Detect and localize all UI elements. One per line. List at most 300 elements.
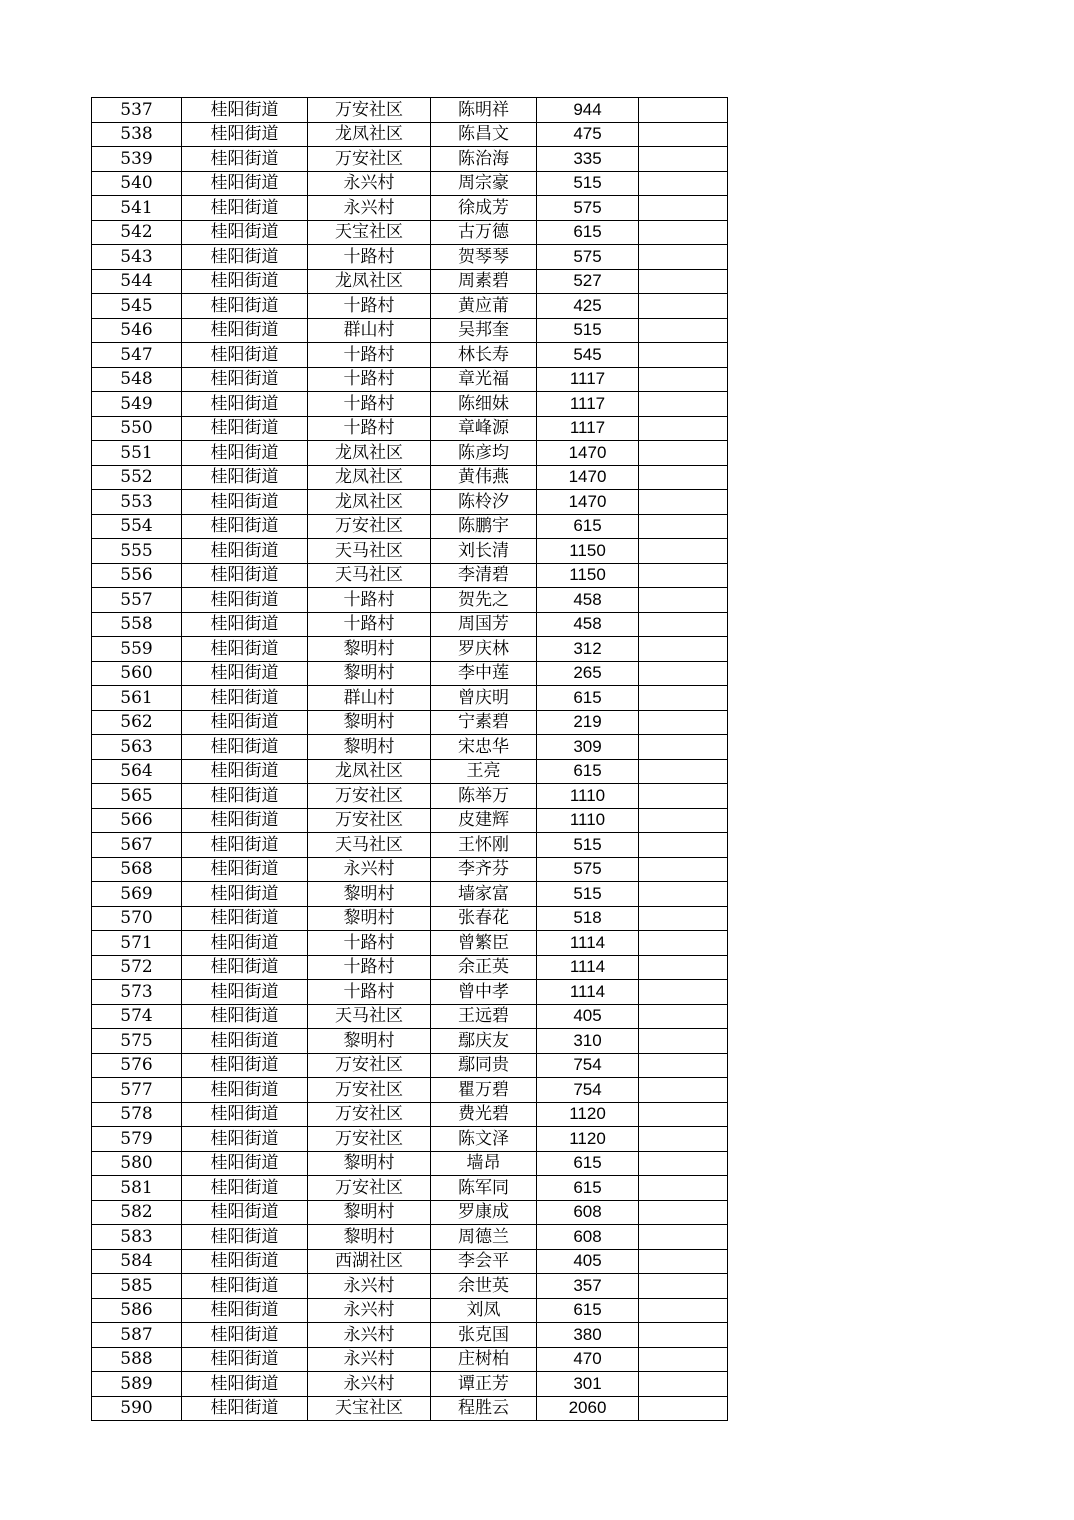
amount-cell: 527 <box>537 269 639 294</box>
amount-cell: 310 <box>537 1029 639 1054</box>
note-cell <box>639 220 728 245</box>
street-cell: 桂阳街道 <box>182 857 308 882</box>
table-row <box>92 1347 728 1372</box>
person-name-cell: 陈举万 <box>431 784 537 809</box>
person-name-cell: 周德兰 <box>431 1225 537 1250</box>
row-number-cell: 569 <box>92 882 182 907</box>
note-cell <box>639 1151 728 1176</box>
person-name-cell: 庄树柏 <box>431 1347 537 1372</box>
row-number-cell: 546 <box>92 318 182 343</box>
note-cell <box>639 122 728 147</box>
amount-cell: 309 <box>537 735 639 760</box>
note-cell <box>639 1396 728 1421</box>
person-name-cell: 周素碧 <box>431 269 537 294</box>
row-number-cell: 573 <box>92 980 182 1005</box>
community-cell: 万安社区 <box>308 98 431 123</box>
community-cell: 万安社区 <box>308 147 431 172</box>
note-cell <box>639 710 728 735</box>
community-cell: 万安社区 <box>308 1053 431 1078</box>
person-name-cell: 贺琴琴 <box>431 245 537 270</box>
street-cell: 桂阳街道 <box>182 808 308 833</box>
street-cell: 桂阳街道 <box>182 931 308 956</box>
community-cell: 天宝社区 <box>308 220 431 245</box>
row-number-cell: 582 <box>92 1200 182 1225</box>
amount-cell: 754 <box>537 1053 639 1078</box>
person-name-cell: 王怀刚 <box>431 833 537 858</box>
person-name-cell: 费光碧 <box>431 1102 537 1127</box>
amount-cell: 470 <box>537 1347 639 1372</box>
table-row <box>92 759 728 784</box>
table-row <box>92 980 728 1005</box>
note-cell <box>639 1029 728 1054</box>
community-cell: 黎明村 <box>308 1225 431 1250</box>
row-number-cell: 540 <box>92 171 182 196</box>
note-cell <box>639 637 728 662</box>
table-row <box>92 661 728 686</box>
note-cell <box>639 294 728 319</box>
note-cell <box>639 1078 728 1103</box>
amount-cell: 335 <box>537 147 639 172</box>
person-name-cell: 贺先之 <box>431 588 537 613</box>
community-cell: 黎明村 <box>308 906 431 931</box>
street-cell: 桂阳街道 <box>182 465 308 490</box>
table-row <box>92 269 728 294</box>
amount-cell: 518 <box>537 906 639 931</box>
amount-cell: 1470 <box>537 490 639 515</box>
person-name-cell: 林长寿 <box>431 343 537 368</box>
street-cell: 桂阳街道 <box>182 1102 308 1127</box>
table-row <box>92 98 728 123</box>
note-cell <box>639 857 728 882</box>
community-cell: 永兴村 <box>308 857 431 882</box>
person-name-cell: 黄应莆 <box>431 294 537 319</box>
person-name-cell: 宁素碧 <box>431 710 537 735</box>
note-cell <box>639 98 728 123</box>
community-cell: 永兴村 <box>308 171 431 196</box>
community-cell: 黎明村 <box>308 1151 431 1176</box>
person-name-cell: 张春花 <box>431 906 537 931</box>
row-number-cell: 586 <box>92 1298 182 1323</box>
row-number-cell: 577 <box>92 1078 182 1103</box>
table-row <box>92 367 728 392</box>
community-cell: 天宝社区 <box>308 1396 431 1421</box>
person-name-cell: 曾繁臣 <box>431 931 537 956</box>
row-number-cell: 539 <box>92 147 182 172</box>
street-cell: 桂阳街道 <box>182 686 308 711</box>
street-cell: 桂阳街道 <box>182 1347 308 1372</box>
table-row <box>92 1102 728 1127</box>
amount-cell: 219 <box>537 710 639 735</box>
street-cell: 桂阳街道 <box>182 710 308 735</box>
row-number-cell: 560 <box>92 661 182 686</box>
table-row <box>92 465 728 490</box>
amount-cell: 380 <box>537 1323 639 1348</box>
table-row <box>92 171 728 196</box>
amount-cell: 754 <box>537 1078 639 1103</box>
street-cell: 桂阳街道 <box>182 196 308 221</box>
person-name-cell: 周宗豪 <box>431 171 537 196</box>
person-name-cell: 皮建辉 <box>431 808 537 833</box>
row-number-cell: 588 <box>92 1347 182 1372</box>
table-row <box>92 441 728 466</box>
community-cell: 十路村 <box>308 367 431 392</box>
street-cell: 桂阳街道 <box>182 1200 308 1225</box>
amount-cell: 1150 <box>537 539 639 564</box>
row-number-cell: 565 <box>92 784 182 809</box>
note-cell <box>639 147 728 172</box>
amount-cell: 608 <box>537 1200 639 1225</box>
row-number-cell: 551 <box>92 441 182 466</box>
community-cell: 黎明村 <box>308 735 431 760</box>
street-cell: 桂阳街道 <box>182 1372 308 1397</box>
note-cell <box>639 1200 728 1225</box>
street-cell: 桂阳街道 <box>182 1274 308 1299</box>
person-name-cell: 李中莲 <box>431 661 537 686</box>
street-cell: 桂阳街道 <box>182 563 308 588</box>
street-cell: 桂阳街道 <box>182 1127 308 1152</box>
table-row <box>92 686 728 711</box>
community-cell: 十路村 <box>308 343 431 368</box>
row-number-cell: 549 <box>92 392 182 417</box>
note-cell <box>639 245 728 270</box>
person-name-cell: 罗庆林 <box>431 637 537 662</box>
street-cell: 桂阳街道 <box>182 588 308 613</box>
row-number-cell: 568 <box>92 857 182 882</box>
community-cell: 龙凤社区 <box>308 490 431 515</box>
amount-cell: 1117 <box>537 416 639 441</box>
person-name-cell: 鄢庆友 <box>431 1029 537 1054</box>
table-row <box>92 1225 728 1250</box>
row-number-cell: 564 <box>92 759 182 784</box>
person-name-cell: 陈鹏宇 <box>431 514 537 539</box>
row-number-cell: 562 <box>92 710 182 735</box>
row-number-cell: 561 <box>92 686 182 711</box>
person-name-cell: 陈文泽 <box>431 1127 537 1152</box>
row-number-cell: 555 <box>92 539 182 564</box>
table-row <box>92 1176 728 1201</box>
table-row <box>92 710 728 735</box>
amount-cell: 405 <box>537 1249 639 1274</box>
note-cell <box>639 955 728 980</box>
community-cell: 万安社区 <box>308 808 431 833</box>
note-cell <box>639 1274 728 1299</box>
person-name-cell: 曾庆明 <box>431 686 537 711</box>
row-number-cell: 587 <box>92 1323 182 1348</box>
row-number-cell: 553 <box>92 490 182 515</box>
note-cell <box>639 1102 728 1127</box>
person-name-cell: 张克国 <box>431 1323 537 1348</box>
table-row <box>92 122 728 147</box>
amount-cell: 265 <box>537 661 639 686</box>
table-row <box>92 1151 728 1176</box>
amount-cell: 615 <box>537 1176 639 1201</box>
person-name-cell: 谭正芳 <box>431 1372 537 1397</box>
person-name-cell: 程胜云 <box>431 1396 537 1421</box>
community-cell: 万安社区 <box>308 1102 431 1127</box>
street-cell: 桂阳街道 <box>182 1029 308 1054</box>
person-name-cell: 徐成芳 <box>431 196 537 221</box>
amount-cell: 615 <box>537 220 639 245</box>
table-row <box>92 1249 728 1274</box>
table-row <box>92 612 728 637</box>
community-cell: 黎明村 <box>308 882 431 907</box>
person-name-cell: 李齐芬 <box>431 857 537 882</box>
table-body <box>92 98 728 1421</box>
row-number-cell: 583 <box>92 1225 182 1250</box>
person-name-cell: 陈柃汐 <box>431 490 537 515</box>
note-cell <box>639 784 728 809</box>
person-name-cell: 章峰源 <box>431 416 537 441</box>
table-row <box>92 563 728 588</box>
person-name-cell: 吴邦奎 <box>431 318 537 343</box>
amount-cell: 1470 <box>537 441 639 466</box>
row-number-cell: 585 <box>92 1274 182 1299</box>
note-cell <box>639 318 728 343</box>
amount-cell: 1120 <box>537 1102 639 1127</box>
street-cell: 桂阳街道 <box>182 367 308 392</box>
amount-cell: 615 <box>537 1151 639 1176</box>
community-cell: 天马社区 <box>308 833 431 858</box>
row-number-cell: 581 <box>92 1176 182 1201</box>
community-cell: 黎明村 <box>308 1029 431 1054</box>
note-cell <box>639 1176 728 1201</box>
amount-cell: 357 <box>537 1274 639 1299</box>
community-cell: 龙凤社区 <box>308 465 431 490</box>
community-cell: 天马社区 <box>308 563 431 588</box>
community-cell: 龙凤社区 <box>308 269 431 294</box>
street-cell: 桂阳街道 <box>182 882 308 907</box>
person-name-cell: 古万德 <box>431 220 537 245</box>
row-number-cell: 556 <box>92 563 182 588</box>
row-number-cell: 538 <box>92 122 182 147</box>
community-cell: 万安社区 <box>308 1176 431 1201</box>
street-cell: 桂阳街道 <box>182 1298 308 1323</box>
amount-cell: 615 <box>537 759 639 784</box>
community-cell: 十路村 <box>308 392 431 417</box>
row-number-cell: 548 <box>92 367 182 392</box>
table-row <box>92 539 728 564</box>
street-cell: 桂阳街道 <box>182 294 308 319</box>
amount-cell: 515 <box>537 171 639 196</box>
person-name-cell: 余世英 <box>431 1274 537 1299</box>
person-name-cell: 陈明祥 <box>431 98 537 123</box>
note-cell <box>639 563 728 588</box>
note-cell <box>639 1347 728 1372</box>
community-cell: 十路村 <box>308 245 431 270</box>
person-name-cell: 李会平 <box>431 1249 537 1274</box>
table-row <box>92 1004 728 1029</box>
row-number-cell: 590 <box>92 1396 182 1421</box>
amount-cell: 575 <box>537 857 639 882</box>
note-cell <box>639 808 728 833</box>
table-row <box>92 343 728 368</box>
amount-cell: 615 <box>537 1298 639 1323</box>
table-row <box>92 1053 728 1078</box>
community-cell: 黎明村 <box>308 1200 431 1225</box>
community-cell: 十路村 <box>308 980 431 1005</box>
note-cell <box>639 490 728 515</box>
street-cell: 桂阳街道 <box>182 1249 308 1274</box>
person-name-cell: 陈彦均 <box>431 441 537 466</box>
person-name-cell: 王亮 <box>431 759 537 784</box>
amount-cell: 615 <box>537 686 639 711</box>
row-number-cell: 558 <box>92 612 182 637</box>
street-cell: 桂阳街道 <box>182 343 308 368</box>
row-number-cell: 557 <box>92 588 182 613</box>
amount-cell: 1470 <box>537 465 639 490</box>
table-row <box>92 147 728 172</box>
person-name-cell: 陈军同 <box>431 1176 537 1201</box>
data-table <box>91 97 728 1421</box>
street-cell: 桂阳街道 <box>182 1004 308 1029</box>
row-number-cell: 537 <box>92 98 182 123</box>
note-cell <box>639 441 728 466</box>
table-row <box>92 808 728 833</box>
street-cell: 桂阳街道 <box>182 735 308 760</box>
table-row <box>92 882 728 907</box>
street-cell: 桂阳街道 <box>182 392 308 417</box>
row-number-cell: 544 <box>92 269 182 294</box>
table-row <box>92 833 728 858</box>
street-cell: 桂阳街道 <box>182 269 308 294</box>
note-cell <box>639 661 728 686</box>
table-row <box>92 784 728 809</box>
row-number-cell: 545 <box>92 294 182 319</box>
community-cell: 群山村 <box>308 318 431 343</box>
table-row <box>92 1200 728 1225</box>
row-number-cell: 571 <box>92 931 182 956</box>
community-cell: 永兴村 <box>308 196 431 221</box>
table-row <box>92 245 728 270</box>
note-cell <box>639 196 728 221</box>
street-cell: 桂阳街道 <box>182 906 308 931</box>
street-cell: 桂阳街道 <box>182 1176 308 1201</box>
note-cell <box>639 833 728 858</box>
note-cell <box>639 171 728 196</box>
note-cell <box>639 588 728 613</box>
amount-cell: 458 <box>537 588 639 613</box>
row-number-cell: 570 <box>92 906 182 931</box>
community-cell: 万安社区 <box>308 784 431 809</box>
street-cell: 桂阳街道 <box>182 416 308 441</box>
person-name-cell: 陈昌文 <box>431 122 537 147</box>
community-cell: 龙凤社区 <box>308 441 431 466</box>
community-cell: 十路村 <box>308 416 431 441</box>
street-cell: 桂阳街道 <box>182 637 308 662</box>
community-cell: 龙凤社区 <box>308 122 431 147</box>
person-name-cell: 曾中孝 <box>431 980 537 1005</box>
row-number-cell: 541 <box>92 196 182 221</box>
row-number-cell: 574 <box>92 1004 182 1029</box>
person-name-cell: 墙家富 <box>431 882 537 907</box>
street-cell: 桂阳街道 <box>182 147 308 172</box>
amount-cell: 301 <box>537 1372 639 1397</box>
street-cell: 桂阳街道 <box>182 1225 308 1250</box>
note-cell <box>639 1323 728 1348</box>
row-number-cell: 589 <box>92 1372 182 1397</box>
note-cell <box>639 612 728 637</box>
amount-cell: 575 <box>537 245 639 270</box>
note-cell <box>639 735 728 760</box>
note-cell <box>639 1372 728 1397</box>
note-cell <box>639 416 728 441</box>
community-cell: 永兴村 <box>308 1372 431 1397</box>
person-name-cell: 黄伟燕 <box>431 465 537 490</box>
person-name-cell: 王远碧 <box>431 1004 537 1029</box>
note-cell <box>639 465 728 490</box>
table-row <box>92 906 728 931</box>
amount-cell: 2060 <box>537 1396 639 1421</box>
note-cell <box>639 980 728 1005</box>
note-cell <box>639 1127 728 1152</box>
amount-cell: 1114 <box>537 955 639 980</box>
street-cell: 桂阳街道 <box>182 514 308 539</box>
note-cell <box>639 269 728 294</box>
note-cell <box>639 514 728 539</box>
amount-cell: 1150 <box>537 563 639 588</box>
table-row <box>92 1298 728 1323</box>
street-cell: 桂阳街道 <box>182 1053 308 1078</box>
table-row <box>92 1274 728 1299</box>
amount-cell: 1117 <box>537 392 639 417</box>
amount-cell: 515 <box>537 882 639 907</box>
person-name-cell: 宋忠华 <box>431 735 537 760</box>
street-cell: 桂阳街道 <box>182 220 308 245</box>
table-row <box>92 637 728 662</box>
table-row <box>92 514 728 539</box>
person-name-cell: 章光福 <box>431 367 537 392</box>
amount-cell: 944 <box>537 98 639 123</box>
street-cell: 桂阳街道 <box>182 318 308 343</box>
amount-cell: 1114 <box>537 931 639 956</box>
table-row <box>92 1127 728 1152</box>
note-cell <box>639 882 728 907</box>
note-cell <box>639 931 728 956</box>
note-cell <box>639 367 728 392</box>
table-row <box>92 931 728 956</box>
street-cell: 桂阳街道 <box>182 490 308 515</box>
note-cell <box>639 392 728 417</box>
table-row <box>92 392 728 417</box>
note-cell <box>639 1225 728 1250</box>
row-number-cell: 550 <box>92 416 182 441</box>
row-number-cell: 576 <box>92 1053 182 1078</box>
community-cell: 西湖社区 <box>308 1249 431 1274</box>
person-name-cell: 余正英 <box>431 955 537 980</box>
street-cell: 桂阳街道 <box>182 1151 308 1176</box>
community-cell: 龙凤社区 <box>308 759 431 784</box>
row-number-cell: 563 <box>92 735 182 760</box>
community-cell: 十路村 <box>308 955 431 980</box>
amount-cell: 312 <box>537 637 639 662</box>
street-cell: 桂阳街道 <box>182 612 308 637</box>
community-cell: 永兴村 <box>308 1274 431 1299</box>
person-name-cell: 刘长清 <box>431 539 537 564</box>
table-row <box>92 735 728 760</box>
street-cell: 桂阳街道 <box>182 98 308 123</box>
amount-cell: 575 <box>537 196 639 221</box>
street-cell: 桂阳街道 <box>182 833 308 858</box>
row-number-cell: 580 <box>92 1151 182 1176</box>
row-number-cell: 542 <box>92 220 182 245</box>
person-name-cell: 墙昂 <box>431 1151 537 1176</box>
community-cell: 十路村 <box>308 612 431 637</box>
street-cell: 桂阳街道 <box>182 1396 308 1421</box>
community-cell: 黎明村 <box>308 710 431 735</box>
note-cell <box>639 343 728 368</box>
table-row <box>92 416 728 441</box>
street-cell: 桂阳街道 <box>182 539 308 564</box>
